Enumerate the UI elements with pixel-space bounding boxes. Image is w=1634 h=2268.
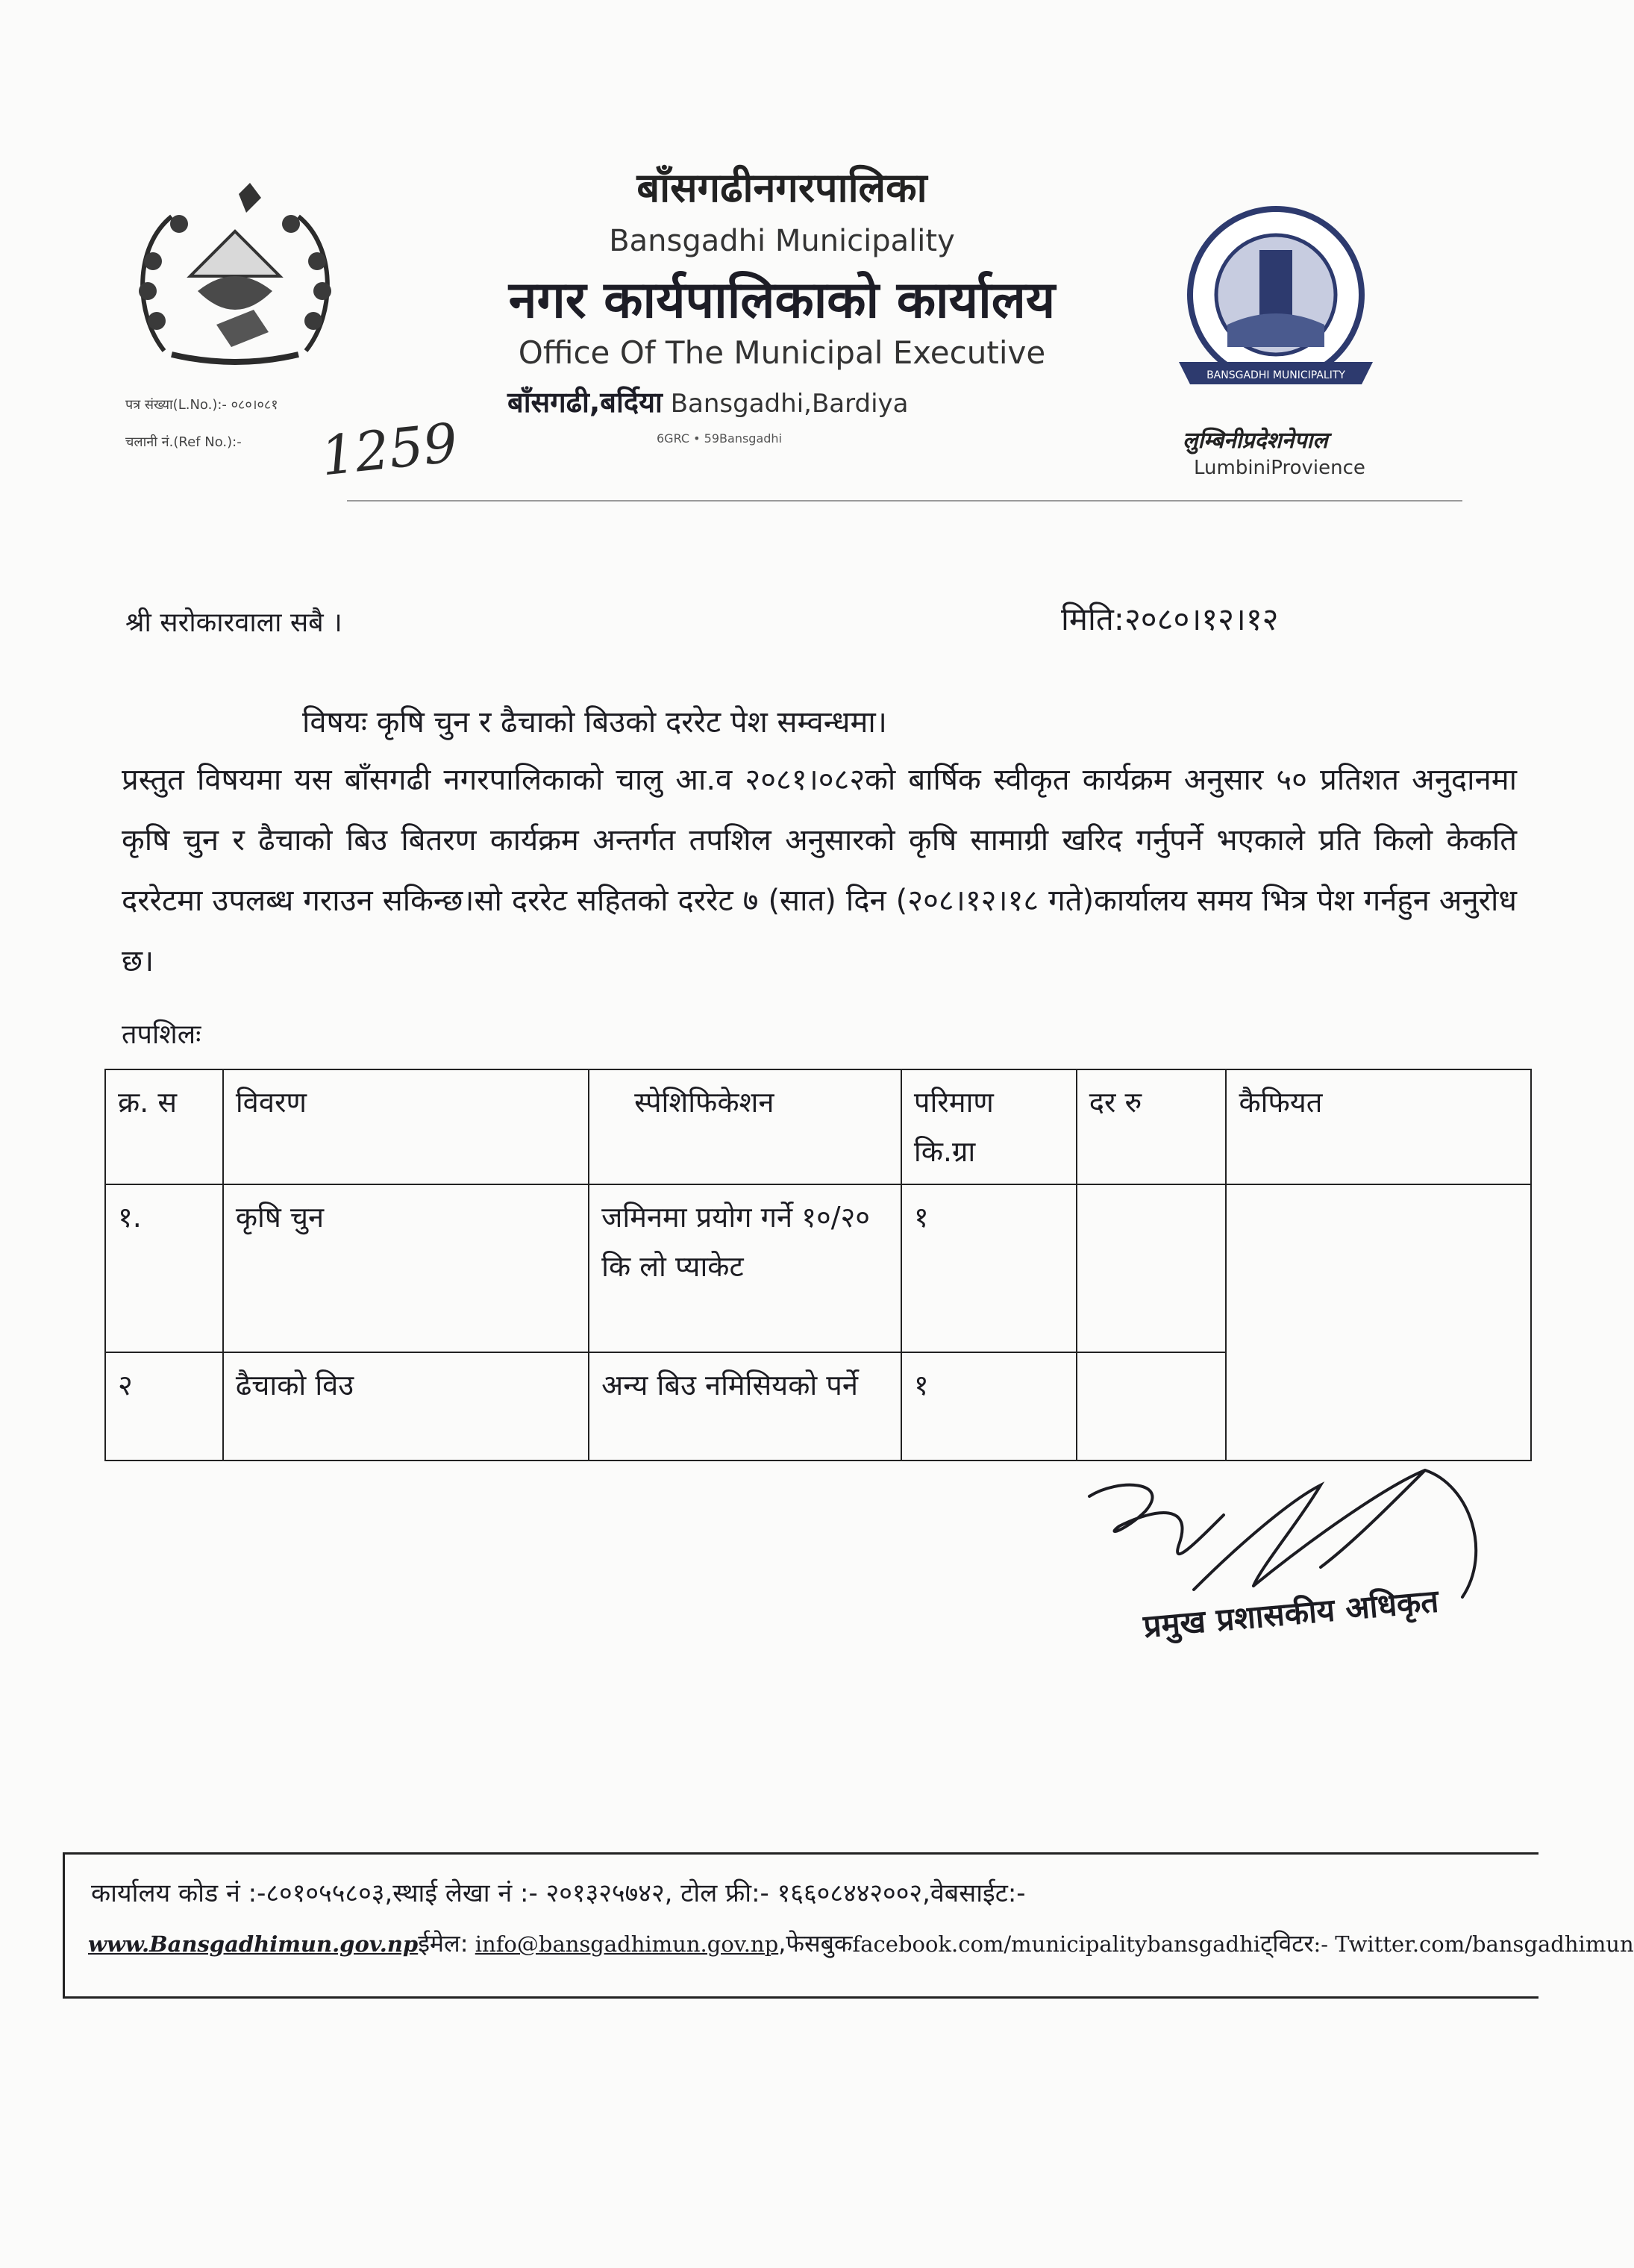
row-sn: २ (105, 1352, 223, 1461)
twitter-link[interactable]: :- Twitter.com/bansgadhimun (1313, 1931, 1634, 1957)
footer-links-line (88, 1927, 1634, 1959)
row-specification: अन्य बिउ नमिसियको पर्ने (589, 1352, 901, 1461)
office-name-nepali: नगर कार्यपालिकाको कार्यालय (508, 271, 1056, 330)
facebook-label: ,फेसबुक (778, 1929, 853, 1958)
email-label: ईमेल: (418, 1929, 469, 1958)
items-table (104, 1069, 1532, 1461)
header-description: विवरण (223, 1069, 589, 1184)
letter-date: मिति:२०८०।१२।१२ (1061, 601, 1279, 637)
row-quantity: १ (901, 1352, 1077, 1461)
header-sn: क्र. स (105, 1069, 223, 1184)
remarks-cell (1226, 1184, 1531, 1461)
header-divider (347, 500, 1462, 502)
letter-subject: विषयः कृषि चुन र ढैचाको बिउको दररेट पेश सम्वन्धमा। (302, 705, 887, 740)
table-row (105, 1184, 1531, 1352)
municipality-logo-icon (1164, 198, 1388, 422)
website-link[interactable]: www.Bansgadhimun.gov.np (88, 1931, 419, 1957)
office-name-english: Office Of The Municipal Executive (518, 334, 1046, 371)
address-nepali: बाँसगढी,बर्दिया (507, 386, 663, 419)
reference-number-handwritten: 1259 (318, 410, 461, 488)
row-description: कृषि चुन (223, 1184, 589, 1352)
table-header-row (105, 1069, 1531, 1184)
row-sn: १. (105, 1184, 223, 1352)
twitter-label: ट्विटर (1260, 1929, 1314, 1958)
row-quantity: १ (901, 1184, 1077, 1352)
row-rate (1077, 1184, 1227, 1352)
header-rate: दर रु (1077, 1069, 1227, 1184)
province-name-english: LumbiniProvience (1194, 457, 1365, 479)
municipality-name-english: Bansgadhi Municipality (609, 224, 955, 258)
header-quantity: परिमाण कि.ग्रा (901, 1069, 1077, 1184)
signatory-title: प्रमुख प्रशासकीय अधिकृत (1142, 1582, 1441, 1645)
footer-contact-line: कार्यालय कोड नं :-८०१०५५८०३,स्थाई लेखा नं :- २०१३२५७४२, टोल फ्री:- १६६०८४४२००२,वेबसाईट:- (91, 1878, 1026, 1908)
address-english: Bansgadhi,Bardiya (670, 389, 909, 419)
row-specification: जमिनमा प्रयोग गर्ने १०/२० कि लो प्याकेट (589, 1184, 901, 1352)
header-quantity-unit: कि.ग्रा (913, 1135, 976, 1168)
header-remarks: कैफियत (1226, 1069, 1531, 1184)
row-description: ढैचाको विउ (223, 1352, 589, 1461)
reference-number-label: चलानी नं.(Ref No.):- (125, 434, 242, 450)
office-address (507, 382, 908, 421)
logo-band-text: BANSGADHI MUNICIPALITY (1206, 369, 1345, 381)
office-code: 6GRC • 59Bansgadhi (657, 431, 782, 446)
letter-body: प्रस्तुत विषयमा यस बाँसगढी नगरपालिकाको चालु आ.व २०८१।०८२को बार्षिक स्वीकृत कार्यक्रम अनुसार ५० प्रतिशत अनुदानमा कृषि चुन र ढैचाको बिउ बितरण कार्यक्रम अन्तर्गत तपशिल अनुसारको कृषि सामाग्री खरिद गर्नुपर्ने भएकाले प्रति किलो केकति दररेटमा उपलब्ध गराउन सकिन्छ।सो दररेट सहितको दररेट ७ (सात) दिन (२०८।१२।१८ गते)कार्यालय समय भित्र पेश गर्नहुन अनुरोध छ। (122, 763, 1517, 978)
schedule-label: तपशिलः (122, 1019, 201, 1050)
email-link[interactable]: info@bansgadhimun.gov.np (475, 1931, 779, 1957)
municipality-name-nepali: बाँसगढीनगरपालिका (636, 164, 927, 211)
header-specification: स्पेशिफिकेशन (589, 1069, 901, 1184)
province-name-nepali: लुम्बिनीप्रदेशनेपाल (1183, 428, 1328, 454)
facebook-link[interactable]: facebook.com/municipalitybansgadhi (852, 1931, 1261, 1957)
letter-number: पत्र संख्या(L.No.):- ०८०।०८१ (125, 397, 278, 413)
row-rate (1077, 1352, 1227, 1461)
addressee: श्री सरोकारवाला सबै । (125, 607, 342, 638)
